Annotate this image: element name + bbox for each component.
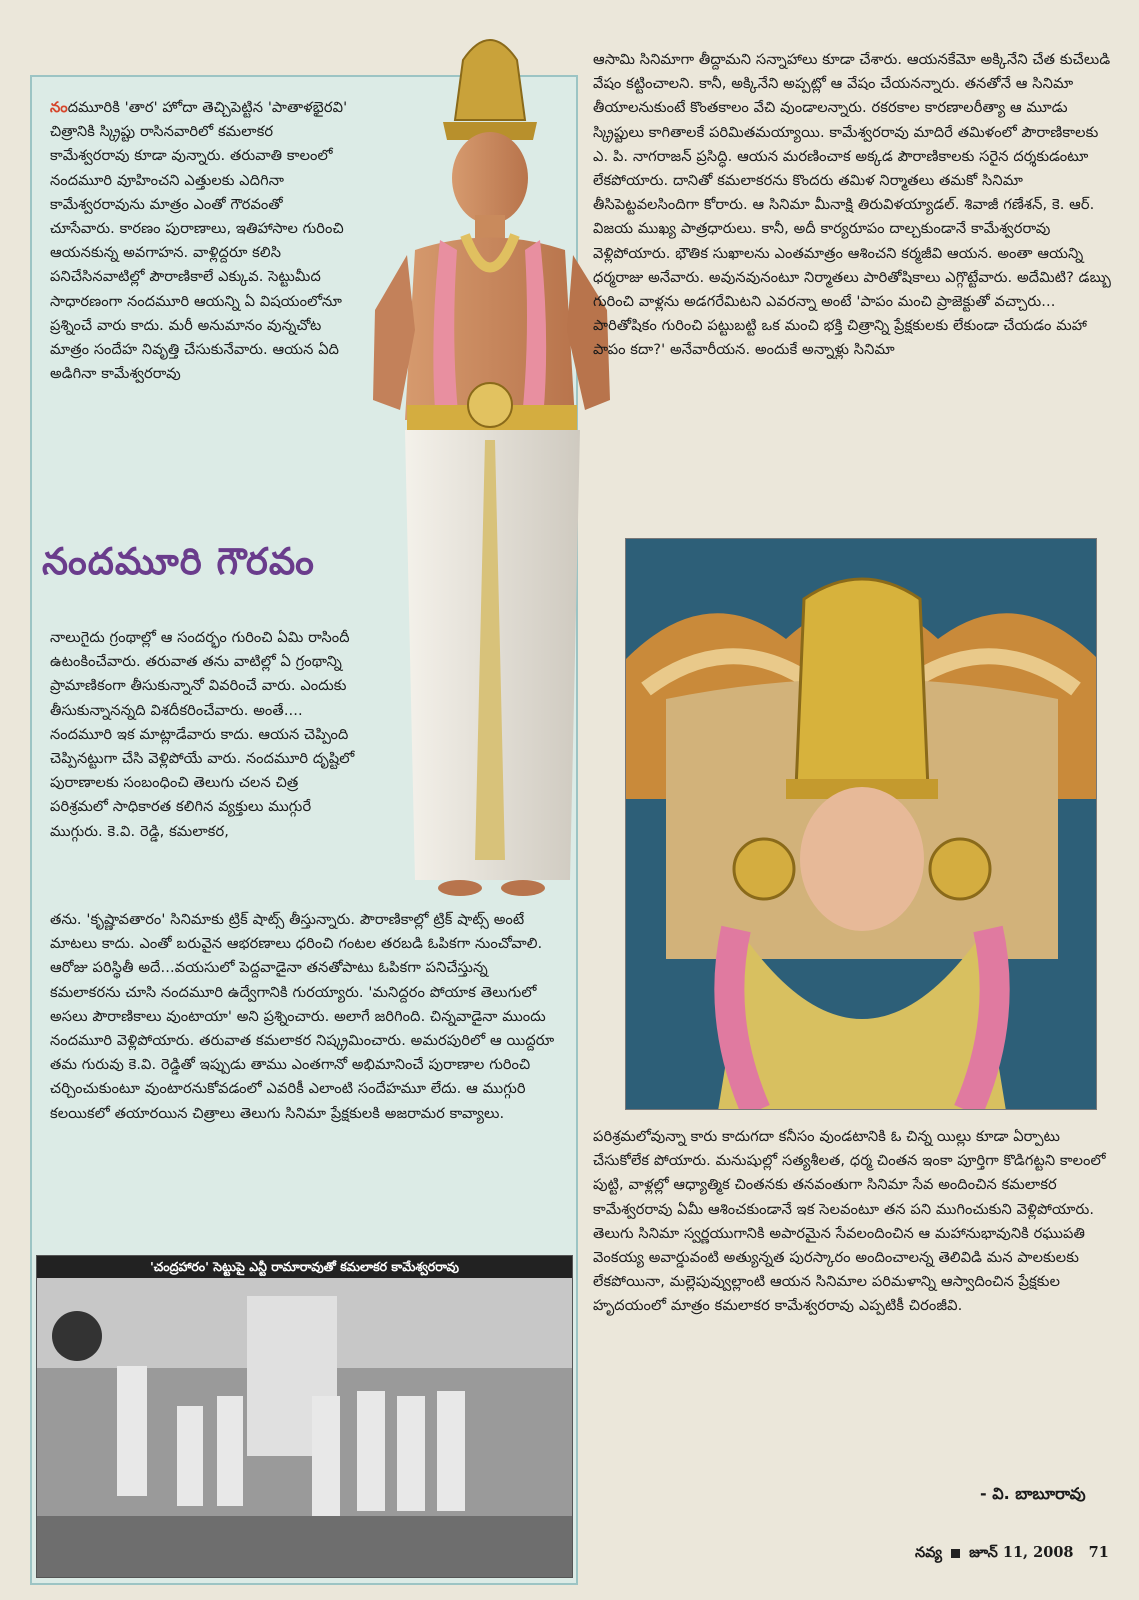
page-number: 71 <box>1088 1544 1109 1561</box>
right-paragraph-1: ఆసామి సినిమాగా తీద్దామని సన్నాహాలు కూడా చేశారు. ఆయనకేమో అక్కినేని చేత కుచేలుడి వేషం కట్టించాలని. కానీ, అక్కినేని అప్పట్లో ఆ వేషం చేయనన్నారు. తనతోనే ఆ సినిమా తీయాలనుకుంటే కొంతకాలం వేచి వుండాలన్నారు. రకరకాల కారణాలరీత్యా ఆ మూడు స్క్రిప్టులు కాగితాలకే పరిమితమయ్యాయి. కామేశ్వరరావు మాదిరే తమిళంలో పౌరాణికాలకు ఎ. పి. నాగరాజన్ ప్రసిద్ధి. ఆయన మరణించాక అక్కడ పౌరాణికాలకు సరైన దర్శకుడంటూ లేకపోయారు. దానితో కమలాకరను కొందరు తమిళ నిర్మాతలు తమకో సినిమా తీసిపెట్టవలసిందిగా కోరారు. ఆ సినిమా మీనాక్షి తిరువిళయ్యాడల్. శివాజీ గణేశన్, కె. ఆర్. విజయ ముఖ్య పాత్రధారులు. కానీ, అదీ కార్యరూపం దాల్చకుండానే కామేశ్వరరావు వెళ్లిపోయారు. భౌతిక సుఖాలను ఎంతమాత్రం ఆశించని కర్మజీవి ఆయన. అంతా ఆయన్ని ధర్మరాజు అనేవారు. అవునవునంటూ నిర్మాతలు పారితోషికాలు ఎగ్గొట్టేవారు. అదేమిటి? డబ్బు గురించి వాళ్లను అడగరేమిటని ఎవరన్నా అంటే 'పాపం మంచి ప్రాజెక్టుతో వచ్చారు... పారితోషికం గురించి పట్టుబట్టి ఒక మంచి భక్తి చిత్రాన్ని ప్రేక్షకులకు లేకుండా చేయడం మహా పాపం కదా?' అనేవారీయన. అందుకే అన్నాళ్లు సినిమా <box>593 51 1112 359</box>
actor-costume-figure <box>345 0 635 920</box>
author-signature: - వి. బాబూరావు <box>980 1484 1086 1503</box>
article-headline: నందమూరి గౌరవం <box>42 540 315 583</box>
film-set-photo <box>36 1255 573 1578</box>
right-paragraph-2: పరిశ్రమలోవున్నా కారు కాదుగదా కనీసం వుండటానికి ఓ చిన్న యిల్లు కూడా ఏర్పాటు చేసుకోలేక పోయారు. మనుషుల్లో సత్యశీలత, ధర్మ చింతన ఇంకా పూర్తిగా కొడిగట్టని కాలంలో పుట్టి, వాళ్లల్లో ఆధ్యాత్మిక చింతనకు తనవంతుగా సినిమా సేవ అందించిన కమలాకర కామేశ్వరరావు ఏమీ ఆశించకుండానే ఇక సెలవంటూ తన పని ముగించుకుని వెళ్లిపోయారు. తెలుగు సినిమా స్వర్ణయుగానికి అపారమైన సేవలందించిన ఆ మహానుభావునికి రఘుపతి వెంకయ్య అవార్డువంటి అత్యున్నత పురస్కారం అందించాలన్న తెలివిడి మన పాలకులకు లేకపోయినా, మల్లెపువ్వుల్లాంటి ఆయన సినిమాల పరిమళాన్ని ఆస్వాదించిన ప్రేక్షకుల హృదయంలో మాత్రం కమలాకర కామేశ్వరరావు ఎప్పటికీ చిరంజీవి. <box>593 1128 1106 1315</box>
magazine-name: నవ్య <box>915 1544 942 1561</box>
dropcap: నం <box>50 99 68 116</box>
left-paragraph-3: తను. 'కృష్ణావతారం' సినిమాకు ట్రిక్ షాట్స్ తీస్తున్నారు. పౌరాణికాల్లో ట్రిక్ షాట్స్ అంటే మాటలు కాదు. ఎంతో బరువైన ఆభరణాలు ధరించి గంటల తరబడి ఓపికగా నుంచోవాలి. ఆరోజు పరిస్థితీ అదే...వయసులో పెద్దవాడైనా తనతోపాటు ఓపికగా పనిచేస్తున్న కమలాకరను చూసి నందమూరి ఉద్వేగానికి గురయ్యారు. 'మనిద్దరం పోయాక తెలుగులో అసలు పౌరాణికాలు వుంటాయా' అని ప్రశ్నించారు. అలాగే జరిగింది. చిన్నవాడైనా ముందు నందమూరి వెళ్లిపోయారు. తరువాత కమలాకర నిష్క్రమించారు. అమరపురిలో ఆ యిద్దరూ తమ గురువు కె.వి. రెడ్డితో ఇప్పుడు తాము ఎంతగానో అభిమానించే పురాణాల గురించి చర్చించుకుంటూ వుంటారనుకోవడంలో ఎవరికీ ఎలాంటి సందేహమూ లేదు. ఆ ముగ్గురి కలయికలో తయారయిన చిత్రాలు తెలుగు సినిమా ప్రేక్షకులకి అజరామర కావ్యాలు. <box>50 911 555 1122</box>
intro-text: దమూరికి 'తార' హోదా తెచ్చిపెట్టిన 'పాతాళభైరవి' చిత్రానికి స్క్రిప్టు రాసినవారిలో కమలాకర కామేశ్వరరావు కూడా వున్నారు. తరువాతి కాలంలో నందమూరి వూహించని ఎత్తులకు ఎదిగినా కామేశ్వరరావును మాత్రం ఎంతో గౌరవంతో చూసేవారు. కారణం పురాణాలు, ఇతిహాసాల గురించి ఆయనకున్న అవగాహన. వాళ్లిద్దరూ కలిసి పనిచేసినవాటిల్లో పౌరాణికాలే ఎక్కువ. సెట్టుమీద సాధారణంగా నందమూరి ఆయన్ని ఏ విషయంలోనూ ప్రశ్నించే వారు కాదు. మరీ అనుమానం వున్నచోట మాత్రం సందేహ నివృత్తి చేసుకునేవారు. ఆయన ఏది అడిగినా కామేశ్వరరావు <box>50 99 348 383</box>
left-paragraph-2: నాలుగైదు గ్రంథాల్లో ఆ సందర్భం గురించి ఏమి రాసిందీ ఉటంకించేవారు. తరువాత తను వాటిల్లో ఏ గ్రంథాన్ని ప్రామాణికంగా తీసుకున్నానో వివరించే వారు. ఎందుకు తీసుకున్నానన్నది విశదీకరించేవారు. అంతే.... నందమూరి ఇక మాట్లాడేవారు కాదు. ఆయన చెప్పింది చెప్పినట్టుగా చేసి వెళ్లిపోయే వారు. నందమూరి దృష్టిలో పురాణాలకు సంబంధించి తెలుగు చలన చిత్ర పరిశ్రమలో సాధికారత కలిగిన వ్యక్తులు ముగ్గురే ముగ్గురు. కె.వి. రెడ్డి, కమలాకర, <box>50 629 355 840</box>
footer-separator <box>951 1549 960 1558</box>
intro-paragraph <box>50 96 350 386</box>
issue-date: జూన్ 11, 2008 <box>969 1544 1074 1561</box>
page-footer <box>915 1544 1109 1565</box>
deity-portrait-photo <box>625 538 1097 1110</box>
photo-caption: 'చంద్రహారం' సెట్టుపై ఎన్టీ రామారావుతో కమలాకర కామేశ్వరరావు <box>37 1256 572 1278</box>
